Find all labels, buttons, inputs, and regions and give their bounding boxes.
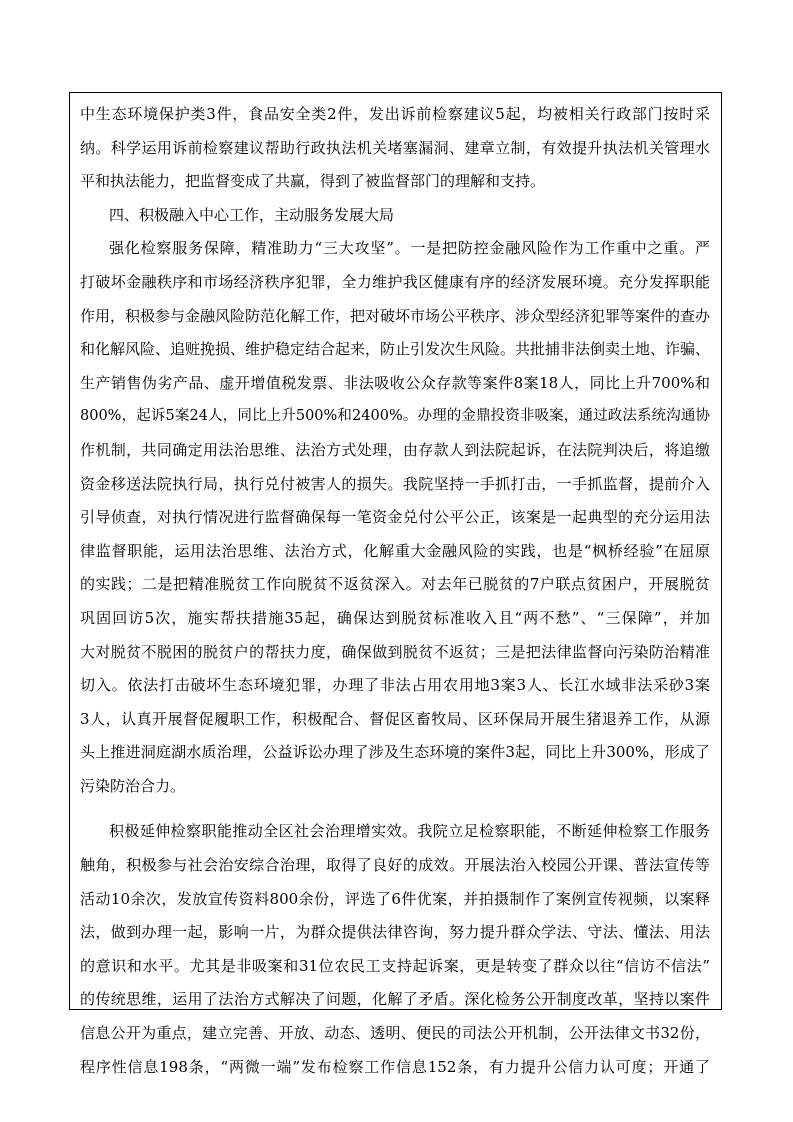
document-body [80,98,710,1084]
text-line: 和化解风险、追赃挽损、维护稳定结合起来，防止引发次生风险。共批捕非法倒卖土地、诈骗、 [80,340,711,359]
paragraph-gap [80,803,710,815]
section-heading [80,199,710,233]
text-line: 纳。科学运用诉前检察建议帮助行政执法机关堵塞漏洞、建章立制，有效提升执法机关管理水 [80,138,710,157]
text-line: 的实践；二是把精准脱贫工作向脱贫不返贫深入。对去年已脱贫的7户联点贫困户，开展脱贫 [80,575,710,594]
text-line: 活动10余次，发放宣传资料800余份，评选了6件优案，并拍摄制作了案例宣传视频，以案释 [80,889,710,908]
text-line: 800%，起诉5案24人，同比上升500%和2400%。办理的金鼎投资非吸案，通过政法系统沟通协 [80,408,710,425]
paragraph-continuation [80,98,710,199]
text-line: 头上推进洞庭湖水质治理，公益诉讼办理了涉及生态环境的案件3起，同比上升300%，形成了 [80,743,710,762]
text-line: 切入。依法打击破坏生态环境犯罪，办理了非法占用农用地3案3人、长江水域非法采砂3案 [80,676,710,695]
text-line: 触角，积极参与社会治安综合治理，取得了良好的成效。开展法治入校园公开课、普法宣传等 [80,856,710,875]
text-line: 律监督职能，运用法治思维、法治方式，化解重大金融风险的实践，也是“枫桥经验”在屈原 [80,541,710,560]
text-line: 打破坏金融秩序和市场经济秩序犯罪，全力维护我区健康有序的经济发展环境。充分发挥职能 [80,272,710,291]
text-line: 法，做到办理一起，影响一片，为群众提供法律咨询，努力提升群众学法、守法、懂法、用法 [80,923,710,942]
text-line: 资金移送法院执行局，执行兑付被害人的损失。我院坚持一手抓打击，一手抓监督，提前介入 [80,474,710,493]
text-line: 强化检察服务保障，精准助力“三大攻坚”。一是把防控金融风险作为工作重中之重。严 [109,239,710,258]
heading-text: 四、积极融入中心工作，主动服务发展大局 [109,205,395,224]
text-line: 作机制，共同确定用法治思维、法治方式处理，由存款人到法院起诉，在法院判决后，将追缴 [80,440,710,459]
text-line: 污染防治合力。 [80,776,186,795]
text-line: 中生态环境保护类3件，食品安全类2件，发出诉前检察建议5起，均被相关行政部门按时采 [80,105,710,123]
paragraph-service-guarantee [80,232,710,803]
text-line: 程序性信息198条，“两微一端”发布检察工作信息152条，有力提升公信力认可度；开通了 [80,1057,710,1076]
text-line: 引导侦查，对执行情况进行监督确保每一笔资金兑付公平公正，该案是一起典型的充分运用法 [80,508,710,527]
text-line: 积极延伸检察职能推动全区社会治理增实效。我院立足检察职能，不断延伸检察工作服务 [109,822,710,841]
text-line: 的传统思维，运用了法治方式解决了问题，化解了矛盾。深化检务公开制度改革，坚持以案件 [80,990,710,1009]
text-line: 作用，积极参与金融风险防范化解工作，把对破坏市场公平秩序、涉众型经济犯罪等案件的查办 [80,306,711,325]
text-line: 大对脱贫不脱困的脱贫户的帮扶力度，确保做到脱贫不返贫；三是把法律监督向污染防治精准 [80,642,710,661]
text-line: 巩固回访5次，施实帮扶措施35起，确保达到脱贫标准收入且“两不愁”、“三保障”，并加 [80,608,710,627]
text-line: 3人，认真开展督促履职工作，积极配合、督促区畜牧局、区环保局开展生猪退养工作，从源 [80,709,710,728]
text-line: 的意识和水平。尤其是非吸案和31位农民工支持起诉案，更是转变了群众以往“信访不信法” [80,956,710,975]
text-line: 平和执法能力，把监督变成了共赢，得到了被监督部门的理解和支持。 [80,172,546,191]
paragraph-social-governance [80,815,710,1084]
text-line: 生产销售伪劣产品、虚开增值税发票、非法吸收公众存款等案件8案18人，同比上升700%和 [80,373,710,392]
text-line: 信息公开为重点，建立完善、开放、动态、透明、便民的司法公开机制，公开法律文书32份， [80,1024,710,1043]
